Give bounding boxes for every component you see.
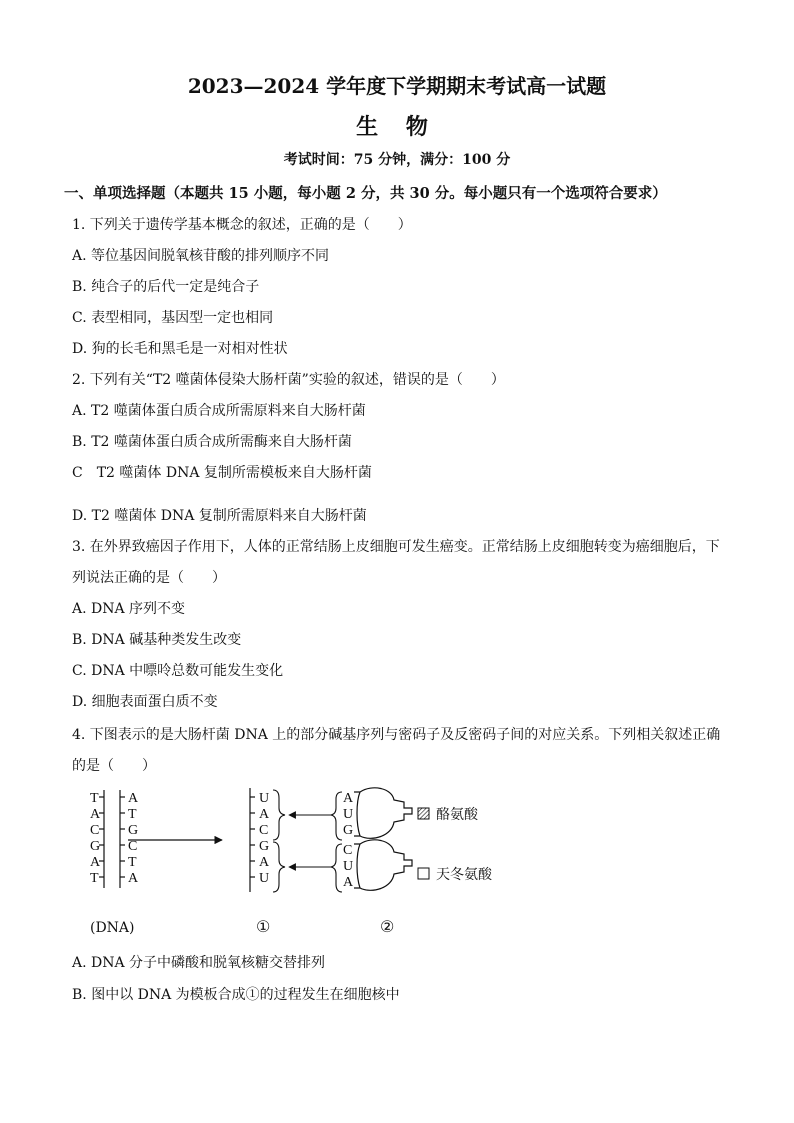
q2-option-d: D. T2 噬菌体 DNA 复制所需原料来自大肠杆菌 — [72, 508, 367, 524]
codon-brace-2 — [273, 842, 285, 892]
dna-left-base: C — [90, 823, 100, 838]
q4-stem-line2: 的是（ ） — [72, 758, 156, 774]
mrna-base: C — [259, 823, 269, 838]
q3-stem-line1: 3. 在外界致癌因子作用下，人体的正常结肠上皮细胞可发生癌变。正常结肠上皮细胞转变为癌细胞后，下 — [72, 539, 720, 555]
trna1-anticodon-base: A — [343, 791, 354, 806]
dna-backbone — [99, 790, 125, 888]
dna-right-base: C — [128, 839, 138, 854]
trna1-anticodon-base: U — [343, 807, 354, 822]
dna-left-base: G — [90, 839, 101, 854]
mrna-base: A — [259, 807, 270, 822]
dna-right-base: A — [128, 791, 139, 806]
dna-right-base: A — [128, 871, 139, 886]
q2-option-a: A. T2 噬菌体蛋白质合成所需原料来自大肠杆菌 — [72, 403, 366, 419]
q2-option-c: C T2 噬菌体 DNA 复制所需模板来自大肠杆菌 — [72, 465, 372, 481]
dna-left-base: T — [90, 871, 99, 886]
mrna-base: U — [259, 791, 270, 806]
dna-right-base: T — [128, 807, 137, 822]
mrna-base: U — [259, 871, 270, 886]
dna-right-base: G — [128, 823, 139, 838]
q1-option-b: B. 纯合子的后代一定是纯合子 — [72, 279, 260, 295]
trna1-shape — [354, 788, 412, 838]
trna2-anticodon-base: A — [343, 875, 354, 890]
q3-option-b: B. DNA 碱基种类发生改变 — [72, 632, 242, 648]
trna2-shape — [354, 840, 412, 890]
q4-option-a: A. DNA 分子中磷酸和脱氧核糖交替排列 — [72, 955, 326, 971]
mrna-base: G — [259, 839, 270, 854]
q1-option-a: A. 等位基因间脱氧核苷酸的排列顺序不同 — [72, 248, 330, 264]
aa2-label: 天冬氨酸 — [436, 867, 492, 883]
dna-left-base: T — [90, 791, 99, 806]
dna-right-base: T — [128, 855, 137, 870]
subject-title: 生 物 — [356, 114, 438, 140]
exam-info: 考试时间：75 分钟，满分：100 分 — [283, 152, 511, 168]
codon-brace-1 — [273, 790, 285, 840]
q3-option-a: A. DNA 序列不变 — [72, 601, 186, 617]
q3-option-c: C. DNA 中嘌呤总数可能发生变化 — [72, 663, 284, 679]
section-heading: 一、单项选择题（本题共 15 小题，每小题 2 分，共 30 分。每小题只有一个选项符合要求） — [64, 185, 667, 202]
aspartate-marker — [418, 868, 429, 879]
q1-option-d: D. 狗的长毛和黑毛是一对相对性状 — [72, 341, 288, 357]
q3-stem-line2: 列说法正确的是（ ） — [72, 570, 226, 586]
q2-option-b: B. T2 噬菌体蛋白质合成所需酶来自大肠杆菌 — [72, 434, 352, 450]
q1-option-c: C. 表型相同，基因型一定也相同 — [72, 310, 274, 326]
trna2-anticodon-base: C — [343, 843, 353, 858]
dna-left-base: A — [90, 855, 101, 870]
trna2-anticodon-base: U — [343, 859, 354, 874]
anticodon-brace-2 — [331, 844, 342, 892]
exam-title: 2023—2024 学年度下学期期末考试高一试题 — [187, 74, 607, 98]
aa1-label: 酪氨酸 — [436, 807, 478, 823]
q4-stem-line1: 4. 下图表示的是大肠杆菌 DNA 上的部分碱基序列与密码子及反密码子间的对应关系。下列相关叙述正确 — [72, 727, 721, 743]
tyrosine-marker — [418, 808, 429, 819]
q2-stem: 2. 下列有关“T2 噬菌体侵染大肠杆菌”实验的叙述，错误的是（ ） — [72, 372, 505, 388]
dna-left-base: A — [90, 807, 101, 822]
mrna-base: A — [259, 855, 270, 870]
label-2: ② — [380, 917, 395, 936]
q1-stem: 1. 下列关于遗传学基本概念的叙述，正确的是（ ） — [72, 217, 412, 233]
q4-option-b: B. 图中以 DNA 为模板合成①的过程发生在细胞核中 — [72, 987, 400, 1003]
dna-codon-diagram — [0, 780, 794, 940]
trna1-anticodon-base: G — [343, 823, 354, 838]
q3-option-d: D. 细胞表面蛋白质不变 — [72, 694, 218, 710]
label-1: ① — [256, 917, 271, 936]
dna-label: (DNA) — [90, 920, 135, 936]
anticodon-brace-1 — [331, 792, 342, 840]
